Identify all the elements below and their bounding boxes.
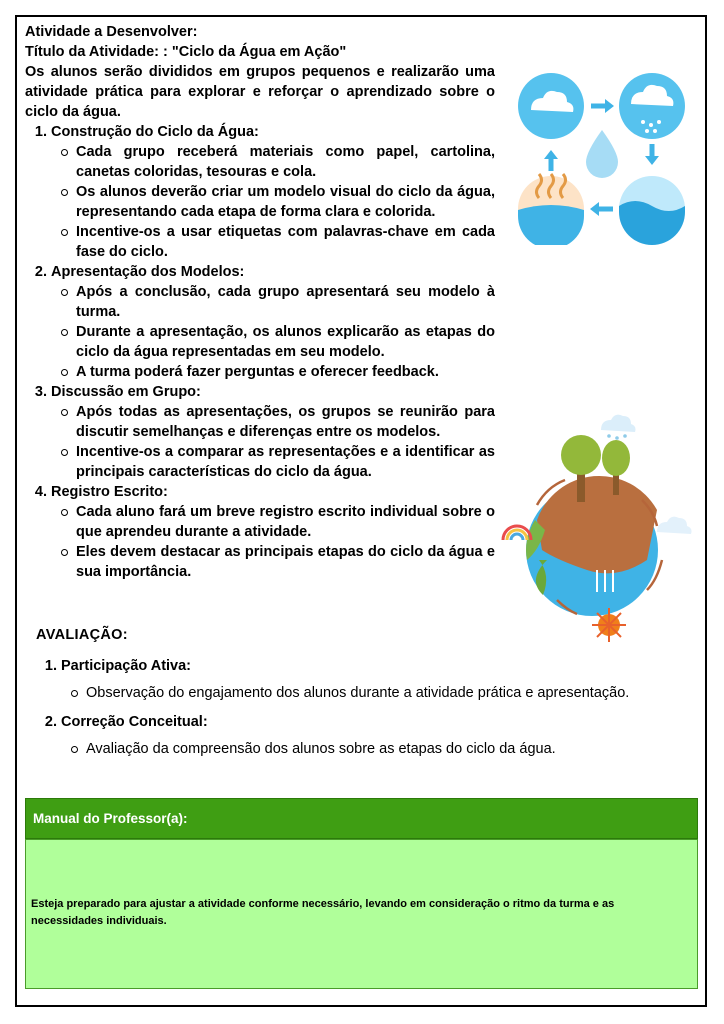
step-item xyxy=(51,262,495,382)
step-bullet: A turma poderá fazer perguntas e oferecer feedback. xyxy=(76,362,495,382)
activity-intro: Os alunos serão divididos em grupos pequenos e realizarão uma atividade prática para explorar e reforçar o aprendizado sobre o ciclo da água. xyxy=(25,64,495,120)
step-item xyxy=(51,482,495,582)
evaluation-bullet: Avaliação da compreensão dos alunos sobre as etapas do ciclo da água. xyxy=(86,737,676,761)
steps-list xyxy=(25,122,495,582)
evaluation-bullet: Observação do engajamento dos alunos durante a atividade prática e apresentação. xyxy=(86,681,676,705)
evaluation-item-title: Correção Conceitual: xyxy=(61,714,208,730)
step-bullet: Após todas as apresentações, os grupos se reunirão para discutir semelhanças e diferenças entre os modelos. xyxy=(76,404,495,440)
teacher-manual-body: Esteja preparado para ajustar a atividade conforme necessário, levando em consideração o ritmo da turma e as necessidades individuais. xyxy=(25,839,698,989)
evaluation-list xyxy=(36,655,676,761)
earth-water-cycle-illustration-icon xyxy=(497,410,697,645)
step-item xyxy=(51,382,495,482)
step-bullet: Eles devem destacar as principais etapas do ciclo da água e sua importância. xyxy=(76,544,495,580)
evaluation-item xyxy=(61,711,676,761)
step-title: Apresentação dos Modelos: xyxy=(51,264,245,280)
evaluation-item-title: Participação Ativa: xyxy=(61,658,192,674)
step-bullet: Após a conclusão, cada grupo apresentará seu modelo à turma. xyxy=(76,284,495,320)
water-cycle-illustration-icon xyxy=(513,70,693,245)
step-bullet: Cada aluno fará um breve registro escrito individual sobre o que aprendeu durante a atividade. xyxy=(76,504,495,540)
step-title: Discussão em Grupo: xyxy=(51,384,201,400)
evaluation-section xyxy=(36,625,676,767)
step-bullet: Durante a apresentação, os alunos explicarão as etapas do ciclo da água representadas em seu modelo. xyxy=(76,324,495,360)
activity-heading: Atividade a Desenvolver: xyxy=(25,24,198,40)
activity-title: Título da Atividade: : "Ciclo da Água em Ação" xyxy=(25,44,347,60)
evaluation-title: AVALIAÇÃO: xyxy=(36,627,128,643)
step-bullet: Cada grupo receberá materiais como papel, cartolina, canetas coloridas, tesouras e cola. xyxy=(76,144,495,180)
step-bullet: Incentive-os a comparar as representações e a identificar as principais características do ciclo da água. xyxy=(76,444,495,480)
activity-section xyxy=(25,22,495,582)
teacher-manual-header: Manual do Professor(a): xyxy=(25,798,698,839)
step-item xyxy=(51,122,495,262)
step-title: Registro Escrito: xyxy=(51,484,168,500)
step-bullet: Incentive-os a usar etiquetas com palavras-chave em cada fase do ciclo. xyxy=(76,224,495,260)
step-bullet: Os alunos deverão criar um modelo visual do ciclo da água, representando cada etapa de forma clara e colorida. xyxy=(76,184,495,220)
step-title: Construção do Ciclo da Água: xyxy=(51,124,259,140)
evaluation-item xyxy=(61,655,676,705)
